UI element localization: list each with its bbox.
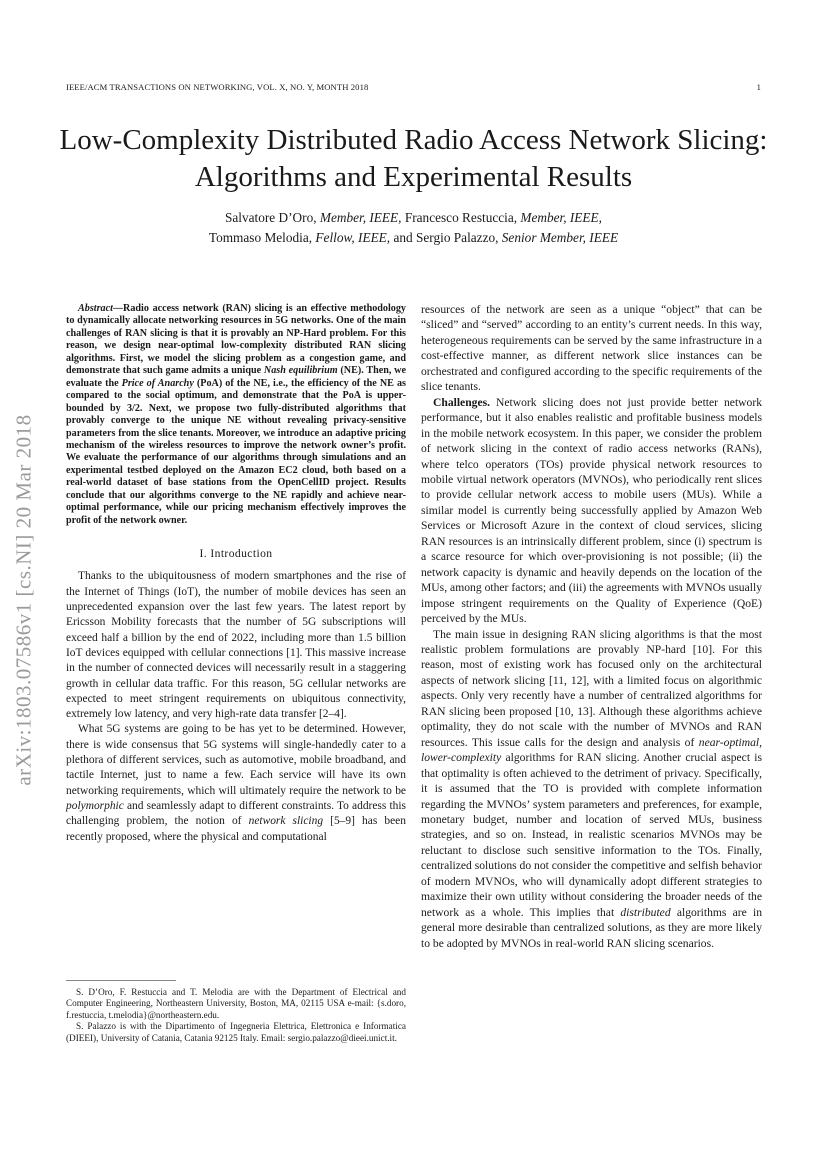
emphasis: distributed: [620, 905, 671, 919]
author-name: and Sergio Palazzo,: [390, 229, 502, 245]
footnotes: [66, 987, 406, 1044]
paragraph-lead: Challenges.: [433, 395, 491, 409]
left-column: [66, 303, 406, 845]
page-number: 1: [756, 82, 761, 92]
author-list: [60, 208, 767, 247]
right-column: [421, 302, 762, 951]
abstract-text: (PoA) of the NE, i.e., the efficiency of the NE as compared to the social optimum, and demonstrate that the PoA is upper-bounded by 3/2. Next, we propose two fully-distributed algorithms that provably converge to the unique NE without revealing privacy-sensitive parameters from the slice tenants. Moreover, we introduce an adaptive pricing mechanism of the wireless resources to improve the network owner’s profit. We evaluate the performance of our algorithms through simulations and an experimental testbed deployed on the Amazon EC2 cloud, both based on a real-world dataset of base stations from the OpenCellID project. Results conclude that our algorithms converge to the NE rapidly and achieve near-optimal performance, while our pricing mechanism effectively improves the profit of the network owner.: [66, 377, 406, 526]
paragraph: Thanks to the ubiquitousness of modern smartphones and the rise of the Internet of Things (IoT), the number of mobile devices has seen an unprecedented expansion over the last few years. The latest report by Ericsson Mobility forecasts that the number of 5G subscriptions will exceed half a billion by the end of 2022, including more than 1.5 billion IoT devices equipped with cellular connections [1]. This massive increase in the number of connected devices will necessarily result in a staggering growth in cellular data traffic. For this reason, 5G cellular networks are expected to meet stringent requirements on ubiquitous connectivity, extremely low latency, and very high-rate data transfer [2–4].: [66, 570, 406, 721]
paragraph-text: What 5G systems are going to be has yet to be determined. However, there is wide consensus that 5G systems will single-handedly cater to a plethora of different services, such as automotive, mobile broadband, and tactile Internet, just to name a few. Each service will have its own networking requirements, which will ultimately require the network to be: [66, 723, 406, 797]
emphasis: near-optimal, lower-complexity: [421, 735, 762, 765]
arxiv-sidebar: [2, 320, 46, 880]
section-heading: I. Introduction: [199, 547, 273, 561]
author-name: Salvatore D’Oro,: [224, 210, 320, 225]
author-name: Francesco Restuccia,: [401, 210, 521, 225]
author-role: Senior Member, IEEE: [501, 229, 619, 245]
author-role: Member, IEEE,: [520, 210, 602, 225]
paragraph-text: The main issue in designing RAN slicing algorithms is that the most realistic problem formulations are provably NP-hard [10]. For this reason, most of existing work has focused only on the architectural aspects of network slicing [11, 12], with a limited focus on algorithmic aspects. Only very recently have a number of centralized algorithms for RAN slicing been proposed [10, 13]. Although these algorithms achieve optimality, they do not scale with the number of MVNOs and RAN resources. This issue calls for the design and analysis of: [421, 627, 762, 749]
abstract-term: Price of Anarchy: [121, 377, 194, 389]
paragraph-text: algorithms for RAN slicing. Another crucial aspect is that optimality is often achieved to the detriment of privacy. Specifically, it is assumed that the TO is provided with complete information regarding the MVNOs’ system parameters and preferences, for example, monetary budget, number and location of served MUs, business strategies, and so on. Instead, in realistic scenarios MVNOs may be reluctant to disclose such sensitive information to the TOs. Finally, centralized solutions do not consider the competitive and selfish behavior of modern MVNOs, who will dynamically adopt different strategies to maximize their own utility without considering the broader needs of the network as a whole. This implies that: [421, 751, 762, 919]
abstract-text: —Radio access network (RAN) slicing is an effective methodology to dynamically allocate networking resources in 5G networks. One of the main challenges of RAN slicing is that it is provably an NP-Hard problem. For this reason, we design near-optimal low-complexity distributed RAN slicing algorithms. First, we model the slicing problem as a congestion game, and demonstrate that such game admits a unique: [66, 303, 406, 377]
abstract-term: Nash equilibrium: [263, 365, 338, 377]
paper-title: Low-Complexity Distributed Radio Access Network Slicing: Algorithms and Experimental Results: [59, 124, 768, 193]
author-line-2: [60, 228, 767, 248]
paragraph: [421, 627, 762, 952]
footnote: S. Palazzo is with the Dipartimento of Ingegneria Elettrica, Elettronica e Informatica (DIEEI), University of Catania, Catania 92125 Italy. Email: sergio.palazzo@dieei.unict.it.: [66, 1021, 406, 1043]
paragraph-text: Network slicing does not just provide better network performance, but it also enables realistic and profitable business models in the mobile network ecosystem. In this paper, we consider the problem of network slicing in the context of radio access networks (RANs), where telco operators (TOs) provide physical network resources to mobile virtual network operators (MVNOs), who periodically rent slices to provide cellular network access to mobile users (MUs). While a similar model is currently being successfully applied by Amazon Web Services or Microsoft Azure in the context of cloud services, slicing RAN resources is an intrinsically different problem, since (i) spectrum is a scarce resource for which over-provisioning is not possible; (ii) the network capacity is dynamic and heavily depends on the location of the MUs, among other factors; and (iii) the agreements with MVNOs usually impose stringent requirements on the Quality of Experience (QoE) perceived by the MUs.: [421, 395, 762, 626]
abstract: [66, 303, 406, 527]
paragraph-text: and seamlessly adapt to different constraints. To address this challenging problem, the notion of: [66, 799, 406, 828]
journal-info: IEEE/ACM TRANSACTIONS ON NETWORKING, VOL. X, NO. Y, MONTH 2018: [66, 82, 369, 92]
paragraph: [421, 395, 762, 627]
author-name: Tommaso Melodia,: [208, 229, 316, 245]
abstract-label: Abstract: [78, 303, 113, 314]
author-role: Fellow, IEEE,: [315, 229, 391, 245]
paragraph-text: [5–9] has been recently proposed, where the physical and computational: [66, 815, 406, 843]
abstract-text: (NE). Then, we evaluate the: [66, 365, 406, 389]
arxiv-identifier: arXiv:1803.07586v1 [cs.NI] 20 Mar 2018: [11, 414, 36, 786]
paragraph: resources of the network are seen as a unique “object” that can be “sliced” and “served” according to an entity’s current needs. In this way, heterogeneous requirements can be served by the same infrastructure in a cost-effective manner, as different network slice instances can be orchestrated and configured according to the specific requirements of the slice tenants.: [421, 303, 762, 394]
footnote-divider: [66, 980, 176, 981]
running-header: [66, 82, 761, 96]
emphasis: polymorphic: [66, 799, 124, 812]
paragraph: [66, 722, 406, 844]
emphasis: network slicing: [248, 815, 324, 828]
footnote: S. D’Oro, F. Restuccia and T. Melodia are with the Department of Electrical and Computer Engineering, Northeastern University, Boston, MA, 02115 USA e-mail: {s.doro, f.restuccia, t.melodia}@northeastern.edu.: [66, 987, 406, 1020]
author-line-1: [60, 208, 767, 228]
paragraph-text: algorithms are in general more desirable than centralized solutions, as they are more likely to be adopted by MVNOs in real-world RAN slicing scenarios.: [421, 905, 762, 950]
author-role: Member, IEEE,: [319, 210, 402, 225]
